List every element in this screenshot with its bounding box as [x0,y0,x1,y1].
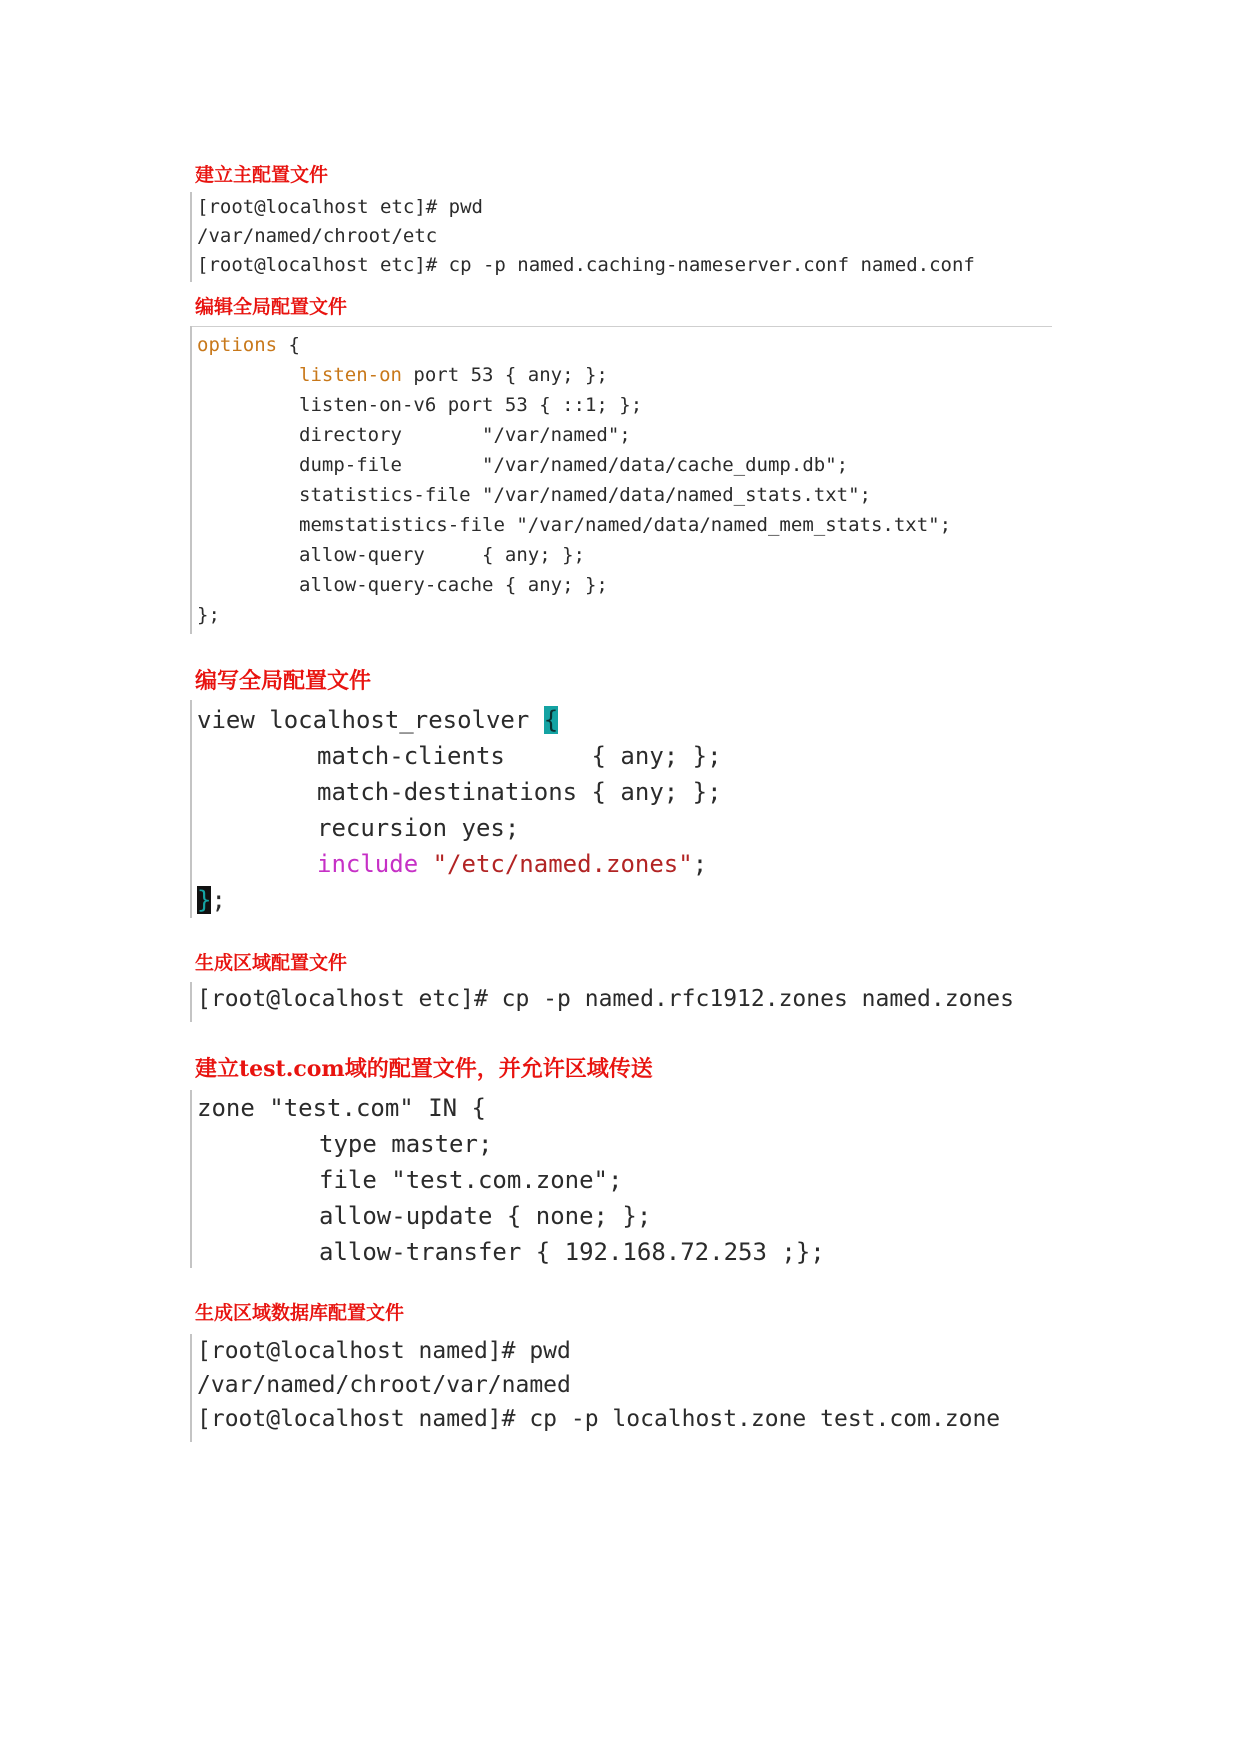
keyword-options: options [197,334,278,356]
code-line: match-destinations { any; }; [317,778,722,806]
section-heading-test-com: 建立test.com域的配置文件，并允许区域传送 [195,1056,653,1082]
code-line: [root@localhost etc]# cp -p named.caching-nameserver.conf named.conf [197,254,975,276]
keyword-include: include [317,850,419,878]
code-line [197,886,226,914]
code-line: allow-query { any; }; [299,544,585,566]
code-line [197,706,558,734]
section-heading-zone-config: 生成区域配置文件 [195,952,348,974]
block-top-divider [192,326,1052,327]
code-block-view [190,700,892,918]
code-line: memstatistics-file "/var/named/data/named_mem_stats.txt"; [299,514,952,536]
code-line: recursion yes; [317,814,520,842]
code-line: zone "test.com" IN { [197,1094,486,1122]
section-heading-main-config: 建立主配置文件 [195,164,329,186]
code-text: port 53 { any; }; [401,364,608,386]
code-line: allow-query-cache { any; }; [299,574,608,596]
code-text: ; [692,850,708,878]
code-block-zone-test-com [190,1090,892,1268]
code-line: allow-transfer { 192.168.72.253 ;}; [319,1238,825,1266]
code-line [197,334,300,356]
code-line: [root@localhost etc]# cp -p named.rfc1912.zones named.zones [197,986,1014,1012]
code-line: [root@localhost named]# pwd [197,1338,571,1364]
code-line: /var/named/chroot/etc [197,225,438,247]
code-text: { [277,334,300,356]
code-block-main-config [190,192,1072,282]
code-block-zone-db [190,1334,1072,1442]
code-block-zones [190,982,1072,1022]
code-line: directory "/var/named"; [299,424,631,446]
code-line: /var/named/chroot/var/named [197,1372,571,1398]
code-line: type master; [319,1130,493,1158]
code-line: listen-on-v6 port 53 { ::1; }; [299,394,643,416]
section-heading-write-global: 编写全局配置文件 [195,668,372,694]
code-text: view localhost_resolver [197,706,544,734]
section-heading-edit-global: 编辑全局配置文件 [195,296,348,318]
code-line: dump-file "/var/named/data/cache_dump.db"; [299,454,849,476]
keyword-listen-on: listen-on [299,364,402,386]
code-line: statistics-file "/var/named/data/named_stats.txt"; [299,484,871,506]
code-block-options [190,326,1052,634]
code-line [299,364,608,386]
code-line: [root@localhost named]# cp -p localhost.zone test.com.zone [197,1406,1001,1432]
code-line: [root@localhost etc]# pwd [197,196,483,218]
cursor-highlight-close-brace: } [197,886,212,914]
code-line [317,850,707,878]
code-line: match-clients { any; }; [317,742,722,770]
code-line: allow-update { none; }; [319,1202,652,1230]
code-text: ; [211,886,226,914]
cursor-highlight-open-brace: { [543,706,559,734]
section-heading-zone-db: 生成区域数据库配置文件 [195,1302,405,1324]
string-zones-path: "/etc/named.zones" [418,850,693,878]
code-line: file "test.com.zone"; [319,1166,623,1194]
code-line: }; [197,604,220,626]
